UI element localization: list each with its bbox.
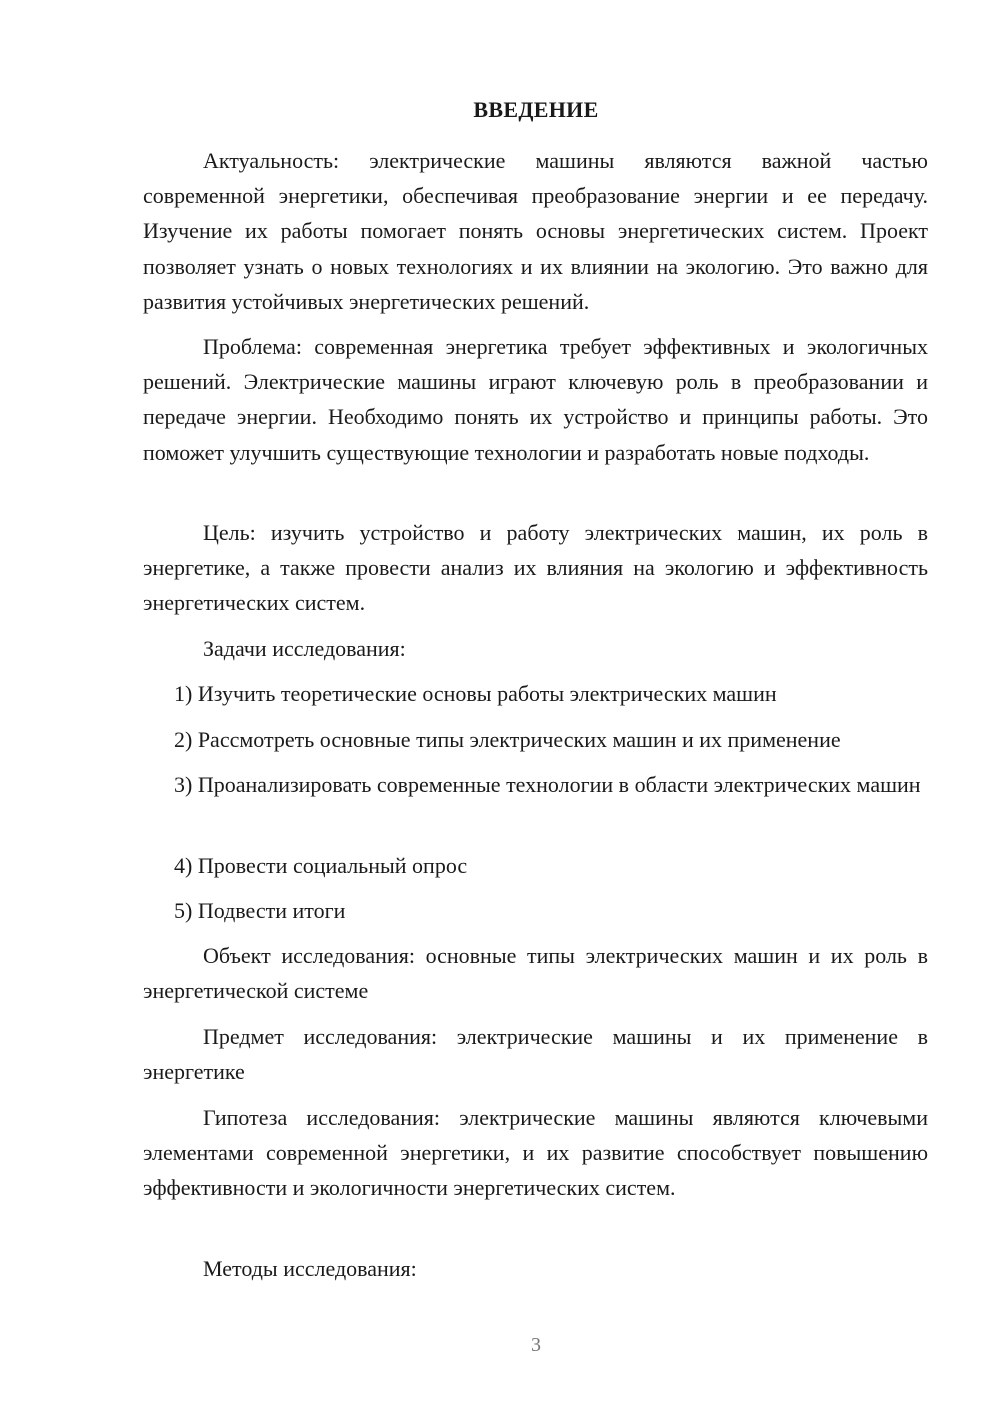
task-item: 3) Проанализировать современные технологии в области электрических машин bbox=[174, 772, 921, 797]
page-number: 3 bbox=[531, 1334, 541, 1356]
goal-paragraph: Цель: изучить устройство и работу электрических машин, их роль в энергетике, а также провести анализ их влияния на экологию и эффективность энергетических систем. bbox=[143, 520, 928, 616]
task-item: 4) Провести социальный опрос bbox=[174, 853, 468, 878]
task-item: 5) Подвести итоги bbox=[174, 898, 346, 923]
task-item: 1) Изучить теоретические основы работы электрических машин bbox=[174, 681, 777, 706]
task-item: 2) Рассмотреть основные типы электрических машин и их применение bbox=[174, 727, 841, 752]
problem-paragraph: Проблема: современная энергетика требует эффективных и экологичных решений. Электрические машины играют ключевую роль в преобразовании и передаче энергии. Необходимо понять их устройство и принципы работы. Это поможет улучшить существующие технологии и разработать новые подходы. bbox=[143, 334, 928, 465]
relevance-paragraph: Актуальность: электрические машины являются важной частью современной энергетики, обеспечивая преобразование энергии и ее передачу. Изучение их работы помогает понять основы энергетических систем. Проект позволяет узнать о новых технологиях и их влиянии на экологию. Это важно для развития устойчивых энергетических решений. bbox=[143, 148, 928, 314]
hypothesis-paragraph: Гипотеза исследования: электрические машины являются ключевыми элементами современной энергетики, и их развитие способствует повышению эффективности и экологичности энергетических систем. bbox=[143, 1105, 928, 1201]
page-title: ВВЕДЕНИЕ bbox=[473, 97, 599, 122]
object-paragraph: Объект исследования: основные типы электрических машин и их роль в энергетической системе bbox=[143, 943, 928, 1004]
subject-paragraph: Предмет исследования: электрические машины и их применение в энергетике bbox=[143, 1024, 928, 1085]
methods-heading: Методы исследования: bbox=[203, 1256, 417, 1281]
tasks-heading: Задачи исследования: bbox=[203, 636, 406, 661]
